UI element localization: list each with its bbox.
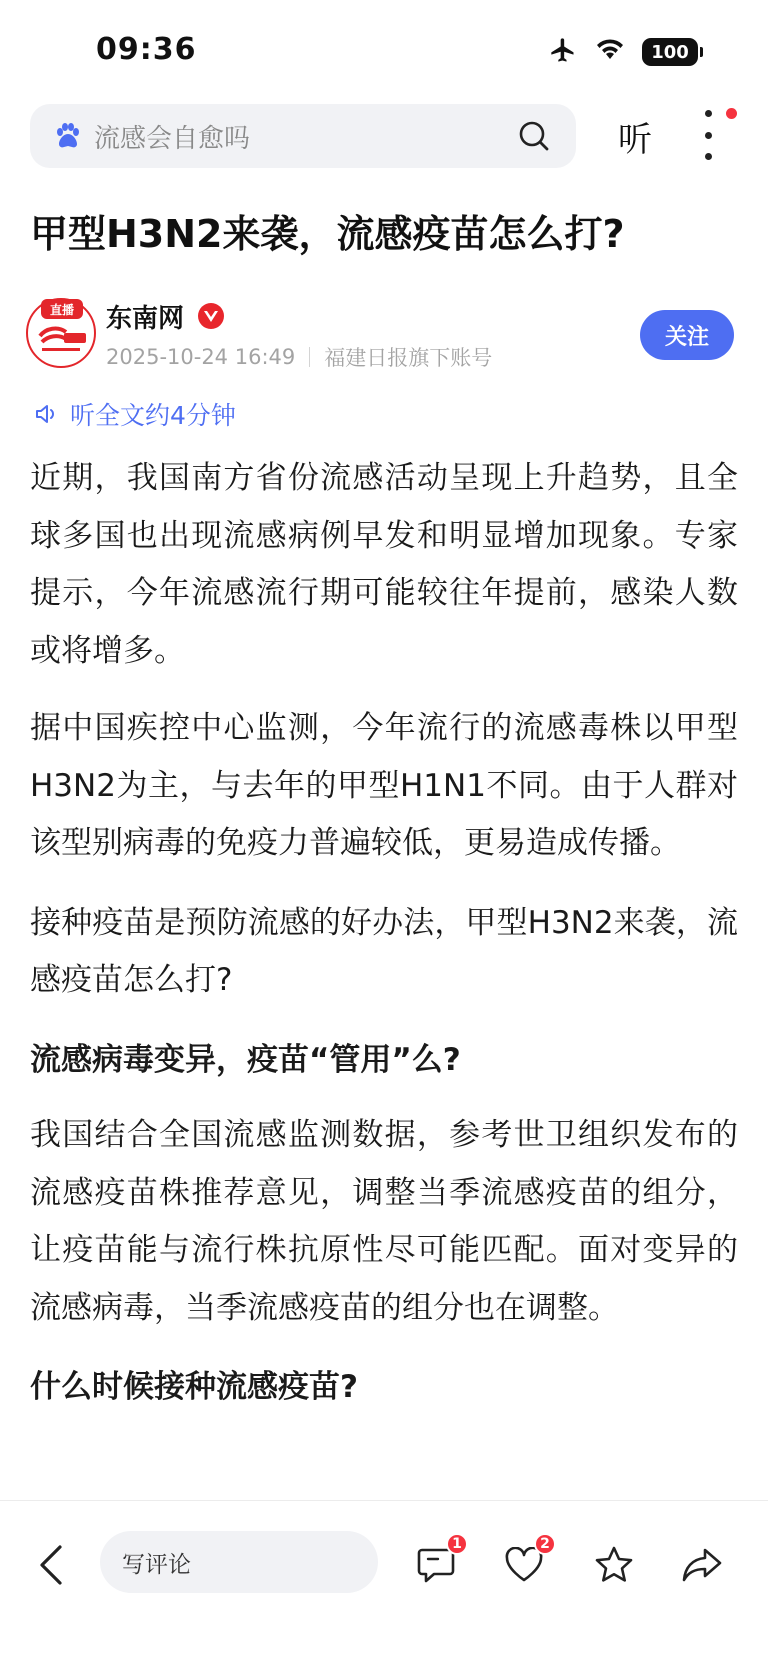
follow-button[interactable]: 关注 [640, 310, 734, 360]
article-body [30, 450, 738, 1435]
comment-input[interactable]: 写评论 [100, 1531, 378, 1593]
baidu-paw-icon [52, 121, 82, 151]
meta-divider [309, 347, 310, 367]
listen-full-label: 听全文约4分钟 [70, 401, 236, 430]
notification-dot [726, 108, 737, 119]
live-badge: 直播 [41, 299, 83, 319]
comment-count-badge: 1 [446, 1533, 468, 1555]
search-input[interactable]: 流感会自愈吗 [94, 123, 251, 154]
favorite-star-icon[interactable] [590, 1541, 638, 1589]
bottom-toolbar [0, 1500, 768, 1665]
article-paragraph: 接种疫苗是预防流感的好办法，甲型H3N2来袭，流感疫苗怎么打? [30, 904, 738, 998]
publish-date: 2025-10-24 16:49 [106, 345, 296, 369]
search-icon[interactable] [514, 116, 554, 156]
wifi-icon [594, 37, 626, 67]
author-affiliation: 福建日报旗下账号 [324, 346, 493, 370]
article-paragraph: 我国结合全国流感监测数据，参考世卫组织发布的流感疫苗株推荐意见，调整当季流感疫苗的组分，让疫苗能与流行株抗原性尽可能匹配。面对变异的流感病毒，当季流感疫苗的组分也在调整。 [30, 1117, 738, 1326]
author-meta [106, 342, 492, 372]
status-time: 09:36 [96, 32, 197, 67]
speaker-icon [34, 401, 60, 427]
more-options-icon[interactable] [696, 110, 720, 160]
listen-button[interactable]: 听 [618, 120, 652, 160]
article-paragraph: 近期，我国南方省份流感活动呈现上升趋势，且全球多国也出现流感病例早发和明显增加现象。专家提示，今年流感流行期可能较往年提前，感染人数或将增多。 [30, 460, 738, 669]
author-name[interactable]: 东南网 [106, 304, 185, 334]
listen-full-article[interactable] [34, 396, 236, 432]
battery-icon: 100 [642, 38, 698, 66]
article-title: 甲型H3N2来袭，流感疫苗怎么打? [30, 212, 625, 256]
status-icons [548, 36, 698, 68]
like-count-badge: 2 [534, 1533, 556, 1555]
back-arrow-icon[interactable] [34, 1543, 68, 1587]
comment-icon[interactable] [412, 1536, 462, 1589]
article-subheading: 什么时候接种流感疫苗? [30, 1369, 358, 1405]
article-paragraph: 据中国疾控中心监测，今年流行的流感毒株以甲型H3N2为主，与去年的甲型H1N1不同。由于人群对该型别病毒的免疫力普遍较低，更易造成传播。 [30, 710, 738, 861]
share-icon[interactable] [678, 1541, 726, 1589]
status-bar [0, 0, 768, 96]
search-bar[interactable] [30, 104, 576, 168]
verified-icon [198, 303, 224, 329]
like-heart-icon[interactable] [500, 1536, 550, 1589]
airplane-icon [548, 36, 578, 68]
article-subheading: 流感病毒变异，疫苗“管用”么? [30, 1041, 461, 1078]
